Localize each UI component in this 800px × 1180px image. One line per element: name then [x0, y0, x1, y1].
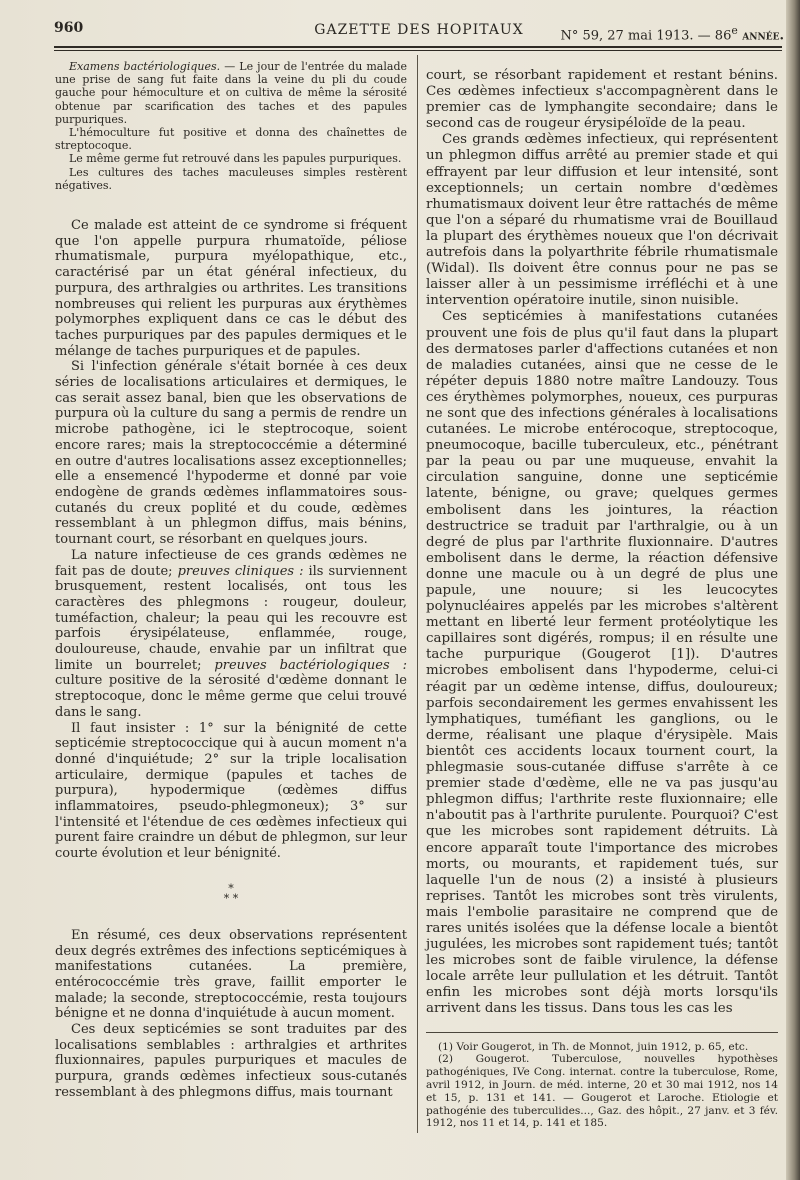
- footnote-rule: [426, 1032, 778, 1033]
- p3-text-c: culture positive de la sérosité d'œdème donnant le streptocoque, donc le même germe que celui trouvé dans le sang.: [55, 673, 407, 720]
- footnote-1: (1) Voir Gougerot, in Th. de Monnot, juin 1912, p. 65, etc.: [438, 1040, 749, 1053]
- page-number: 960: [54, 20, 84, 36]
- right-paragraph-3: Ces septicémies à manifestations cutanées prouvent une fois de plus qu'il faut dans la plupart des dermatoses parler d'affections cutanées et non de maladies cutanées, ainsi que ne cesse de le répéter depuis 1880 notre maître Landouzy. Tous ces érythèmes polymorphes, noueux, ces purpuras ne sont que des infections générales à localisations cutanées. Le microbe entérocoque, streptocoque, pneumocoque, bacille tuberculeux, etc., pénétrant par la peau ou par une muqueuse, envahit la circulation sanguine, donne une septicémie latente, bénigne, ou grave; quelques germes embolisent dans les jointures, la réaction destructrice se traduit par l'arthralgie, ou à un degré de plus par l'arthrite fluxionnaire. D'autres embolisent dans le derme, la réaction défensive donne une macule ou à un degré de plus une papule, une nouure; si les leucocytes polynucléaires appelés par les microbes s'altèrent mettant en liberté leur ferment protéolytique les capillaires sont digérés, rompus; il en résulte une tache purpurique (Gougerot [1]). D'autres microbes embolisent dans l'hypoderme, celui-ci réagit par un œdème intense, diffus, douloureux; parfois secondairement les germes envahissent les lymphatiques, tuméfiant les ganglions, ou le derme, réalisant une plaque d'érysipèle. Mais bientôt ces accidents locaux tournent court, la phlegmasie sous-cutanée diffuse s'arrête à ce premier stade d'œdème, elle ne va pas jusqu'au phlegmon diffus; l'arthrite reste fluxionnaire; elle n'aboutit pas à l'arthrite purulente. Pourquoi? C'est que les microbes sont rapidement détruits. Là encore apparaît toute l'importance des microbes morts, ou mourants, et rapidement tués, sur laquelle l'un de nous (2) a insisté à plusieurs reprises. Tantôt les microbes sont très virulents, mais l'embolie parasitaire ne comprend que de rares unités isolées que la défense locale a bientôt jugulées, les microbes sont rapidement tués; tantôt les microbes sont de faible virulence, la défense locale arrête leur pullulation et les détruit. Tantôt enfin les microbes sont déjà morts lorsqu'ils arrivent dans les tissus. Dans tous les cas les: [426, 309, 778, 1017]
- p3-preuves-bacteriologiques: preuves bactériologiques :: [214, 657, 407, 673]
- issue-annee: année.: [737, 28, 784, 44]
- exam-text: — Le jour de l'entrée du malade une prise de sang fut faite dans la veine du pli du coude gauche pour hémoculture et on cultiva de même la sérosité obtenue par scarification des taches et des papules purpuriques.: [55, 60, 407, 126]
- left-paragraph-5: En résumé, ces deux observations représentent deux degrés extrêmes des infections septicémiques à manifestations cutanées. La première, entérococcémie très grave, faillit emporter le malade; la seconde, streptococcémie, resta toujours bénigne et ne donna d'inquiétude à aucun moment.: [55, 927, 407, 1022]
- left-paragraph-6: Ces deux septicémies se sont traduites par des localisations semblables : arthralgies et arthrites fluxionnaires, papules purpuriques et macules de purpura, grands œdèmes infectieux sous-cutanés ressemblant à des phlegmons diffus, mais tournant: [55, 1022, 407, 1100]
- asterism: [55, 881, 407, 905]
- cultures-paragraph: Les cultures des taches maculeuses simples restèrent négatives.: [55, 165, 407, 192]
- issue-sup: e: [731, 24, 738, 37]
- hemoculture-paragraph: L'hémoculture fut positive et donna des chaînettes de streptocoque.: [55, 126, 407, 153]
- right-column: [426, 68, 778, 1130]
- asterism-bottom: * *: [223, 891, 239, 905]
- issue-info: [560, 24, 784, 43]
- p3-preuves-cliniques: preuves cliniques :: [177, 563, 304, 579]
- asterism-top: *: [228, 881, 234, 895]
- left-paragraph-3: [55, 548, 407, 721]
- exam-label: Examens bactériologiques.: [69, 60, 221, 73]
- germe-paragraph: Le même germe fut retrouvé dans les papules purpuriques.: [69, 152, 402, 166]
- right-paragraph-2: Ces grands œdèmes infectieux, qui représentent un phlegmon diffus arrêté au premier stade et qui effrayent par leur diffusion et leur intensité, sont exceptionnels; un certain nombre d'œdèmes rhumatismaux doivent leur être rattachés de même que l'on a séparé du rhumatisme vrai de Bouillaud la plupart des érythèmes noueux que l'on décrivait autrefois dans la polyarthrite fébrile rhumatismale (Widal). Ils doivent être connus pour ne pas se laisser aller à un pessimisme irréfléchi et à une intervention opératoire inutile, sinon nuisible.: [426, 132, 778, 309]
- p3-text-b: ils surviennent brusquement, restent localisés, ont tous les caractères des phlegmons : rougeur, douleur, tuméfaction, chaleur; la peau qui les recouvre est parfois érysipélateuse, enflammée, rouge, douloureuse, chaude, envahie par un infiltrat que limite un bourrelet;: [55, 563, 407, 673]
- header-rule-thick: [54, 46, 782, 48]
- footnote-2: (2) Gougerot. Tuberculose, nouvelles hypothèses pathogéniques, IVe Cong. internat. contre la tuberculose, Rome, avril 1912, in Journ. de méd. interne, 20 et 30 mai 1912, nos 14 et 15, p. 131 et 141. — Gougerot et Laroche. Etiologie et pathogénie des tuberculides..., Gaz. des hôpit., 27 janv. et 3 fév. 1912, nos 11 et 14, p. 141 et 185.: [426, 1053, 778, 1130]
- left-paragraph-4: Il faut insister : 1° sur la bénignité de cette septicémie streptococcique qui à aucun moment n'a donné d'inquiétude; 2° sur la triple localisation articulaire, dermique (papules et taches de purpura), hypodermique (œdèmes diffus inflammatoires, pseudo-phlegmoneux); 3° sur l'intensité et l'étendue de ces œdèmes infectieux qui purent faire craindre un début de phlegmon, sur leur courte évolution et leur bénignité.: [55, 720, 407, 862]
- page-binding-edge: [786, 0, 800, 1180]
- page-header: [54, 20, 784, 44]
- left-paragraph-2: Si l'infection générale s'était bornée à ces deux séries de localisations articulaires et dermiques, le cas serait assez banal, bien que les observations de purpura où la culture du sang a permis de rendre un microbe pathogène, ici le steptrocoque, soient encore rares; mais la streptococcémie a déterminé en outre d'autres localisations assez exceptionnelles; elle a ensemencé l'hypoderme et donné par voie endogène de grands œdèmes inflammatoires sous-cutanés du creux poplité et du coude, œdèmes ressemblant à un phlegmon diffus, mais bénins, tournant court, se résorbant en quelques jours.: [55, 359, 407, 548]
- p3-text-a: La nature infectieuse de ces grands œdèmes ne fait pas de doute;: [55, 547, 407, 579]
- issue-number-date: N° 59, 27 mai 1913. — 86: [560, 28, 732, 44]
- column-divider: [417, 55, 418, 1133]
- exam-paragraph: [55, 60, 407, 126]
- left-column: [55, 60, 407, 1101]
- right-paragraph-1: court, se résorbant rapidement et restant bénins. Ces œdèmes infectieux s'accompagnèrent dans le premier cas de lymphangite secondaire; dans le second cas de rougeur érysipéloïde de la peau.: [426, 68, 778, 132]
- header-rule-thin: [54, 50, 782, 51]
- exam-block: [55, 60, 407, 192]
- left-paragraph-1: Ce malade est atteint de ce syndrome si fréquent que l'on appelle purpura rhumatoïde, péliose rhumatismale, purpura myélopathique, etc., caractérisé par un état général infectieux, du purpura, des arthralgies ou arthrites. Les transitions nombreuses qui relient les purpuras aux érythèmes polymorphes expliquent dans ce cas le début des taches purpuriques par des papules dermiques et le mélange de taches purpuriques et de papules.: [55, 218, 407, 359]
- footnotes: [426, 1041, 778, 1131]
- journal-title: GAZETTE DES HOPITAUX: [314, 22, 524, 38]
